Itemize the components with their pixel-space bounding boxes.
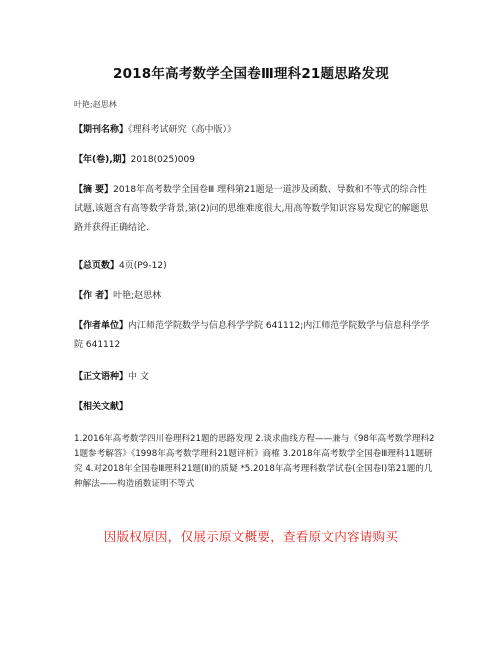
field-abstract-value: 2018年高考数学全国卷Ⅲ 理科第21题是一道涉及函数、导数和不等式的综合性试题,该题含有高等数学背景,第(2)问的思维难度很大,用高等数学知识容易发现它的解题思路并获得正确结论. <box>74 185 429 233</box>
field-related-label: 【相关文献】 <box>74 402 129 412</box>
field-author-label: 【作 者】 <box>74 291 114 301</box>
field-journal-label: 【期刊名称】 <box>74 125 129 135</box>
field-pages-label: 【总页数】 <box>74 261 120 271</box>
copyright-notice: 因版权原因，仅展示原文概要，查看原文内容请购买 <box>103 529 399 544</box>
field-author <box>74 287 434 306</box>
field-pages <box>74 257 434 276</box>
field-pages-value: 4页(P9-12) <box>119 261 167 271</box>
field-abstract <box>74 181 434 238</box>
field-affiliation <box>74 317 434 355</box>
field-author-value: 叶艳;赵思林 <box>113 291 162 301</box>
field-volume <box>74 151 434 170</box>
field-related <box>74 398 434 417</box>
field-volume-label: 【年(卷),期】 <box>74 155 131 165</box>
field-journal <box>74 121 434 140</box>
field-abstract-label: 【摘 要】 <box>74 185 114 195</box>
document-title: 2018年高考数学全国卷Ⅲ理科21题思路发现 <box>112 66 390 82</box>
field-affiliation-value: 内江师范学院数学与信息科学学院 641112;内江师范学院数学与信息科学学院 641112 <box>74 321 430 350</box>
field-language-label: 【正文语种】 <box>74 372 129 382</box>
author-line: 叶艳;赵思林 <box>74 100 117 109</box>
field-volume-value: 2018(025)009 <box>130 155 195 165</box>
field-language-value: 中 文 <box>128 372 149 382</box>
field-affiliation-label: 【作者单位】 <box>74 321 129 331</box>
related-references: 1.2016年高考数学四川卷理科21题的思路发现 2.谈求曲线方程——兼与《98年高考数学理科21题参考解答》《1998年高考数学理科21题评析》商榷 3.2018年高考数学全国卷Ⅲ理科11题研究 4.对2018年全国卷Ⅲ理科21题(Ⅱ)的质疑 *5.2018年高考理科数学试卷(全国卷Ⅰ)第21题的几种解法——构造函数证明不等式 <box>74 434 435 489</box>
field-journal-value: 《理科考试研究（高中版）》 <box>128 125 237 135</box>
field-language <box>74 368 434 387</box>
